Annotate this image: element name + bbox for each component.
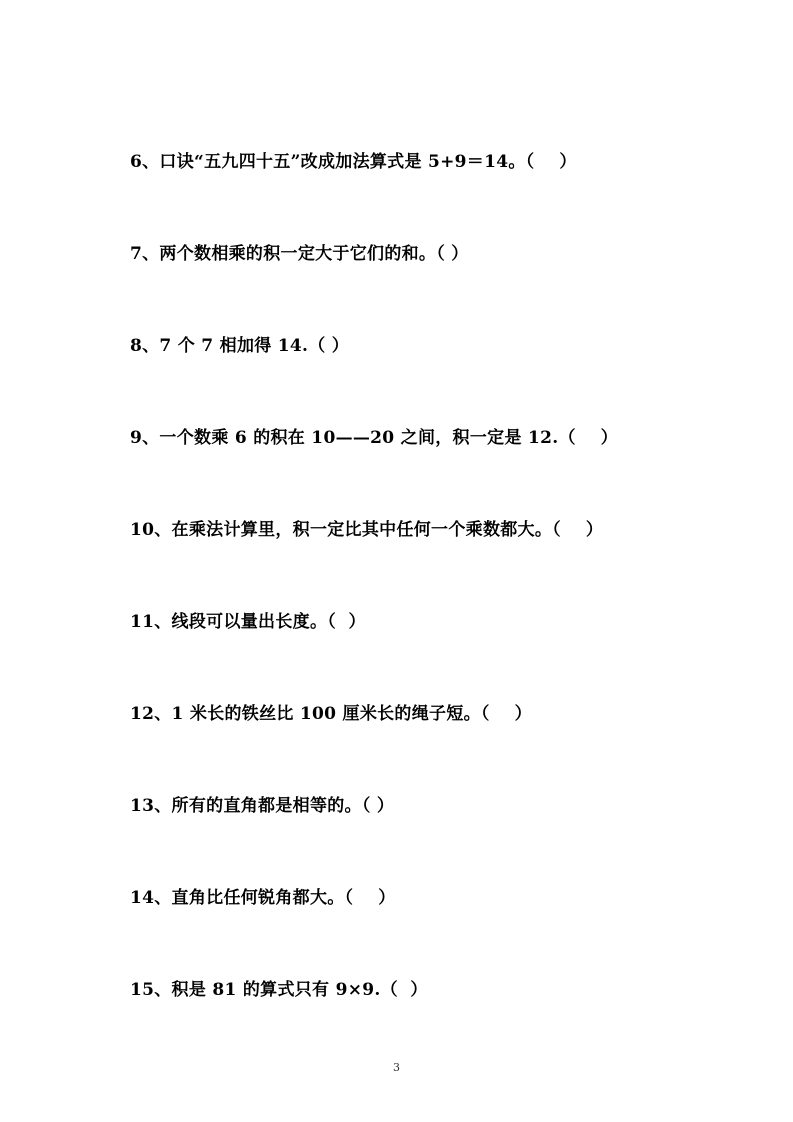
page-number: 3 [393, 1061, 400, 1074]
question-8: 8、7 个 7 相加得 14.（ ） [130, 336, 350, 356]
question-10: 10、在乘法计算里，积一定比其中任何一个乘数都大。（ ） [130, 520, 604, 540]
question-15: 15、积是 81 的算式只有 9×9.（ ） [130, 980, 428, 1000]
question-6: 6、口诀“五九四十五”改成加法算式是 5+9＝14。（ ） [130, 152, 577, 172]
question-13: 13、所有的直角都是相等的。（ ） [130, 796, 395, 816]
question-12: 12、1 米长的铁丝比 100 厘米长的绳子短。（ ） [130, 704, 532, 724]
question-11: 11、线段可以量出长度。（ ） [130, 612, 366, 632]
question-14: 14、直角比任何锐角都大。（ ） [130, 888, 396, 908]
question-9: 9、一个数乘 6 的积在 10——20 之间，积一定是 12.（ ） [130, 428, 618, 448]
question-7: 7、两个数相乘的积一定大于它们的和。（ ） [130, 244, 469, 264]
